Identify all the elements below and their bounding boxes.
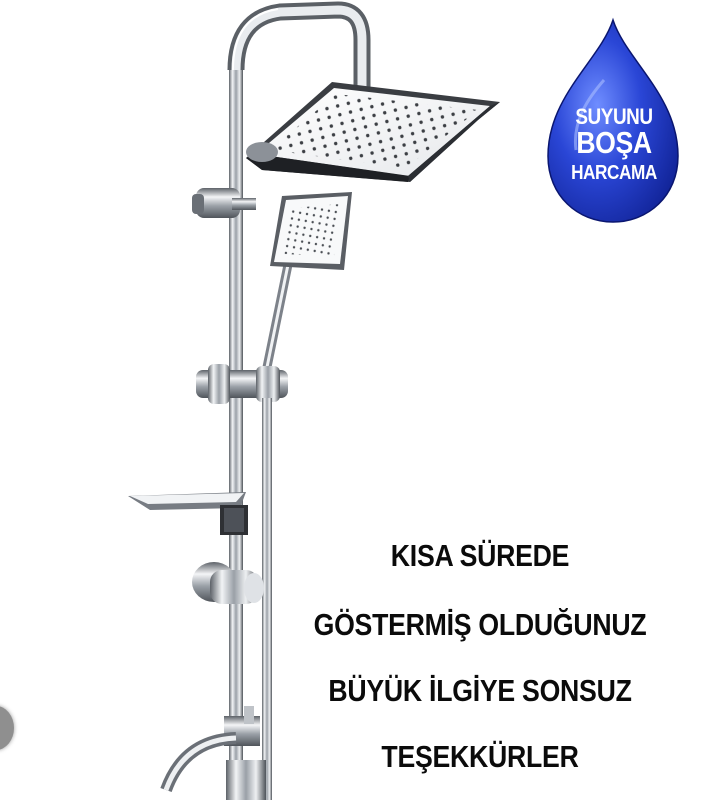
mixer-valve — [166, 706, 266, 800]
message-line-1: KISA SÜREDE — [390, 538, 570, 573]
slide-bar — [262, 398, 272, 800]
message-line-2: GÖSTERMİŞ OLDUĞUNUZ — [313, 607, 647, 642]
badge-line-1: SUYUNU — [575, 104, 653, 129]
message-line-3: BÜYÜK İLGİYE SONSUZ — [328, 673, 632, 708]
slide-holder — [196, 364, 288, 404]
hand-shower — [266, 192, 352, 372]
shower-arm — [233, 9, 362, 96]
rain-shower-head — [246, 82, 500, 182]
badge-line-3: HARCAMA — [571, 162, 657, 184]
badge-line-2: BOŞA — [576, 125, 652, 160]
riser-pipe — [229, 60, 243, 800]
diverter-knob — [192, 562, 264, 604]
message-line-4: TEŞEKKÜRLER — [381, 739, 579, 774]
upper-holder — [192, 188, 256, 218]
soap-dish — [128, 492, 248, 535]
